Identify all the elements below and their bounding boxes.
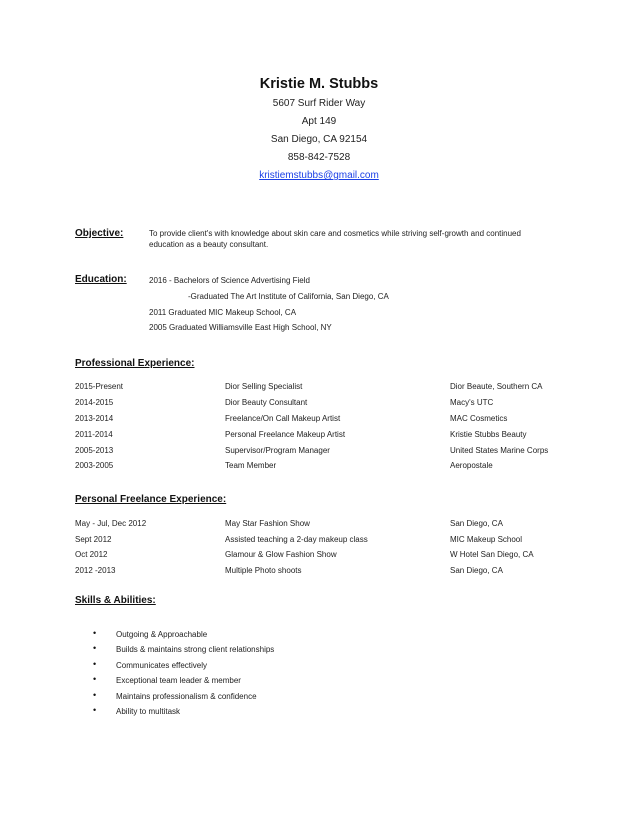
freelance-role: Multiple Photo shoots — [225, 566, 302, 575]
objective-text-line-1: To provide client's with knowledge about skin care and cosmetics while striving self-growth and continued — [149, 229, 521, 238]
job-org: Aeropostale — [450, 461, 493, 470]
freelance-date: May - Jul, Dec 2012 — [75, 519, 147, 528]
job-role: Personal Freelance Makeup Artist — [225, 430, 346, 439]
job-role: Dior Selling Specialist — [225, 382, 303, 391]
education-line: -Graduated The Art Institute of California, San Diego, CA — [188, 292, 389, 301]
freelance-location: W Hotel San Diego, CA — [450, 550, 534, 559]
job-date: 2011-2014 — [75, 430, 113, 439]
job-date: 2005-2013 — [75, 446, 114, 455]
freelance-role: Assisted teaching a 2-day makeup class — [225, 535, 368, 544]
address-line-1: 5607 Surf Rider Way — [272, 98, 366, 109]
skill-item: Builds & maintains strong client relationships — [116, 645, 275, 654]
bullet-icon: • — [93, 674, 97, 684]
job-org: Macy's UTC — [450, 398, 494, 407]
phone-number: 858-842-7528 — [287, 152, 351, 163]
professional-experience-heading: Professional Experience: — [75, 358, 195, 369]
skills-heading: Skills & Abilities: — [75, 595, 156, 606]
job-org: Kristie Stubbs Beauty — [450, 430, 527, 439]
address-city: San Diego, CA 92154 — [270, 134, 368, 145]
freelance-date: Sept 2012 — [75, 535, 112, 544]
job-org: United States Marine Corps — [450, 446, 549, 455]
freelance-role: Glamour & Glow Fashion Show — [225, 550, 337, 559]
education-label: Education: — [75, 274, 127, 285]
bullet-icon: • — [93, 690, 97, 700]
bullet-icon: • — [93, 643, 97, 653]
job-date: 2014-2015 — [75, 398, 114, 407]
skill-item: Maintains professionalism & confidence — [116, 692, 257, 701]
education-line: 2005 Graduated Williamsville East High School, NY — [149, 323, 332, 332]
freelance-experience-heading: Personal Freelance Experience: — [75, 494, 227, 505]
job-date: 2013-2014 — [75, 414, 114, 423]
skill-item: Outgoing & Approachable — [116, 630, 208, 639]
objective-label: Objective: — [75, 228, 124, 239]
job-date: 2015-Present — [75, 382, 124, 391]
freelance-location: San Diego, CA — [450, 566, 503, 575]
email-link[interactable]: kristiemstubbs@gmail.com — [259, 170, 379, 181]
job-role: Team Member — [225, 461, 277, 470]
bullet-icon: • — [93, 659, 97, 669]
skill-item: Exceptional team leader & member — [116, 676, 241, 685]
bullet-icon: • — [93, 705, 97, 715]
bullet-icon: • — [93, 628, 97, 638]
job-date: 2003-2005 — [75, 461, 114, 470]
objective-text-line-2: education as a beauty consultant. — [149, 240, 269, 249]
freelance-date: 2012 -2013 — [75, 566, 116, 575]
freelance-role: May Star Fashion Show — [225, 519, 310, 528]
resume-name: Kristie M. Stubbs — [259, 76, 379, 92]
job-org: MAC Cosmetics — [450, 414, 508, 423]
education-line: 2011 Graduated MIC Makeup School, CA — [149, 308, 297, 317]
freelance-date: Oct 2012 — [75, 550, 108, 559]
job-role: Freelance/On Call Makeup Artist — [225, 414, 341, 423]
skill-item: Communicates effectively — [116, 661, 207, 670]
skill-item: Ability to multitask — [116, 707, 181, 716]
address-line-2: Apt 149 — [301, 116, 337, 127]
freelance-location: San Diego, CA — [450, 519, 503, 528]
job-org: Dior Beaute, Southern CA — [450, 382, 543, 391]
email-row — [0, 170, 638, 181]
education-line: 2016 - Bachelors of Science Advertising Field — [149, 276, 310, 285]
job-role: Supervisor/Program Manager — [225, 446, 330, 455]
job-role: Dior Beauty Consultant — [225, 398, 308, 407]
freelance-location: MIC Makeup School — [450, 535, 523, 544]
